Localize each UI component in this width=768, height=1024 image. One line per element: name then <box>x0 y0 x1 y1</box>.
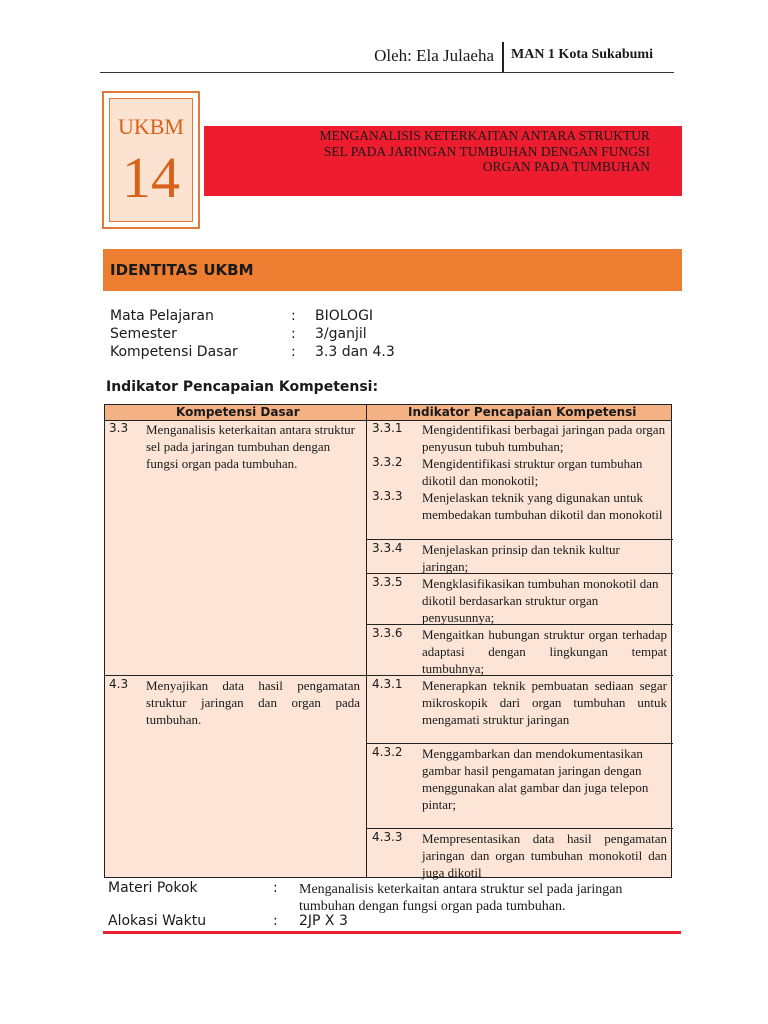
ipk-text: Mengklasifikasikan tumbuhan monokotil dan dikotil berdasarkan struktur organ penyusunnya; <box>422 576 659 625</box>
badge-label: UKBM <box>117 114 184 139</box>
ipk-text: Menggambarkan dan mendokumentasikan gambar hasil pengamatan jaringan dengan menggunakan alat gambar dan juga telepon pintar; <box>422 746 649 812</box>
footer-rule <box>103 931 681 934</box>
kd-number: 4.3 <box>109 677 129 691</box>
ipk-text: Menjelaskan teknik yang digunakan untuk membedakan tumbuhan dikotil dan monokotil <box>422 490 663 522</box>
title-banner <box>204 126 682 196</box>
ipk-text: Mengaitkan hubungan struktur organ terhadap adaptasi dengan lingkungan tempat tumbuhnya; <box>422 627 667 676</box>
competency-table <box>104 404 672 878</box>
materi-colon: : <box>273 880 278 896</box>
identity-colon: : <box>291 344 296 360</box>
identity-colon: : <box>291 326 296 342</box>
ipk-number: 4.3.1 <box>372 677 403 691</box>
ipk-number: 3.3.1 <box>372 421 403 435</box>
header-divider <box>502 42 504 72</box>
badge-number: 14 <box>122 145 180 210</box>
identity-colon: : <box>291 308 296 324</box>
identity-value: BIOLOGI <box>315 308 374 324</box>
materi-label: Materi Pokok <box>108 880 198 896</box>
ukbm-badge <box>102 91 200 229</box>
ipk-number: 4.3.2 <box>372 745 403 759</box>
school-name: MAN 1 Kota Sukabumi <box>511 47 653 62</box>
kd-text: Menyajikan data hasil pengamatan struktur jaringan dan organ pada tumbuhan. <box>146 678 360 727</box>
materi-value: Menganalisis keterkaitan antara struktur sel pada jaringan tumbuhan dengan fungsi organ pada tumbuhan. <box>299 882 623 914</box>
author-name: Oleh: Ela Julaeha <box>374 46 494 65</box>
section-banner <box>103 249 682 291</box>
page-header <box>100 42 674 73</box>
ipk-text: Mengidentifikasi berbagai jaringan pada organ penyusun tubuh tumbuhan; <box>422 422 666 454</box>
ipk-number: 3.3.3 <box>372 489 403 503</box>
identity-label: Kompetensi Dasar <box>110 344 238 360</box>
identity-value: 3/ganjil <box>315 326 367 342</box>
ipk-text: Mengidentifikasi struktur organ tumbuhan dikotil dan monokotil; <box>422 456 643 488</box>
identity-label: Semester <box>110 326 177 342</box>
alokasi-colon: : <box>273 913 278 929</box>
ipk-text: Mempresentasikan data hasil pengamatan jaringan dan organ tumbuhan monokotil dan juga dikotil <box>422 831 667 880</box>
section-title: IDENTITAS UKBM <box>110 261 254 279</box>
kd-number: 3.3 <box>109 421 129 435</box>
kd-text: Menganalisis keterkaitan antara struktur sel pada jaringan tumbuhan dengan fungsi organ pada tumbuhan. <box>146 422 356 471</box>
alokasi-label: Alokasi Waktu <box>108 913 207 929</box>
ipk-number: 3.3.2 <box>372 455 403 469</box>
alokasi-value: 2JP X 3 <box>299 913 348 929</box>
ipk-number: 3.3.5 <box>372 575 403 589</box>
header-ipk: Indikator Pencapaian Kompetensi <box>408 405 637 419</box>
ipk-text: Menjelaskan prinsip dan teknik kultur jaringan; <box>422 542 620 574</box>
identity-label: Mata Pelajaran <box>110 308 214 324</box>
header-kd: Kompetensi Dasar <box>176 405 300 419</box>
ipk-number: 4.3.3 <box>372 830 403 844</box>
identity-value: 3.3 dan 4.3 <box>315 344 395 360</box>
ipk-text: Menerapkan teknik pembuatan sediaan segar mikroskopik dari organ tumbuhan untuk mengamati struktur jaringan <box>422 678 667 727</box>
indicator-title: Indikator Pencapaian Kompetensi: <box>106 379 379 395</box>
document-title: MENGANALISIS KETERKAITAN ANTARA STRUKTUR SEL PADA JARINGAN TUMBUHAN DENGAN FUNGSI ORGAN PADA TUMBUHAN <box>319 128 650 174</box>
table-header <box>105 405 671 421</box>
ipk-number: 3.3.4 <box>372 541 403 555</box>
ipk-number: 3.3.6 <box>372 626 403 640</box>
